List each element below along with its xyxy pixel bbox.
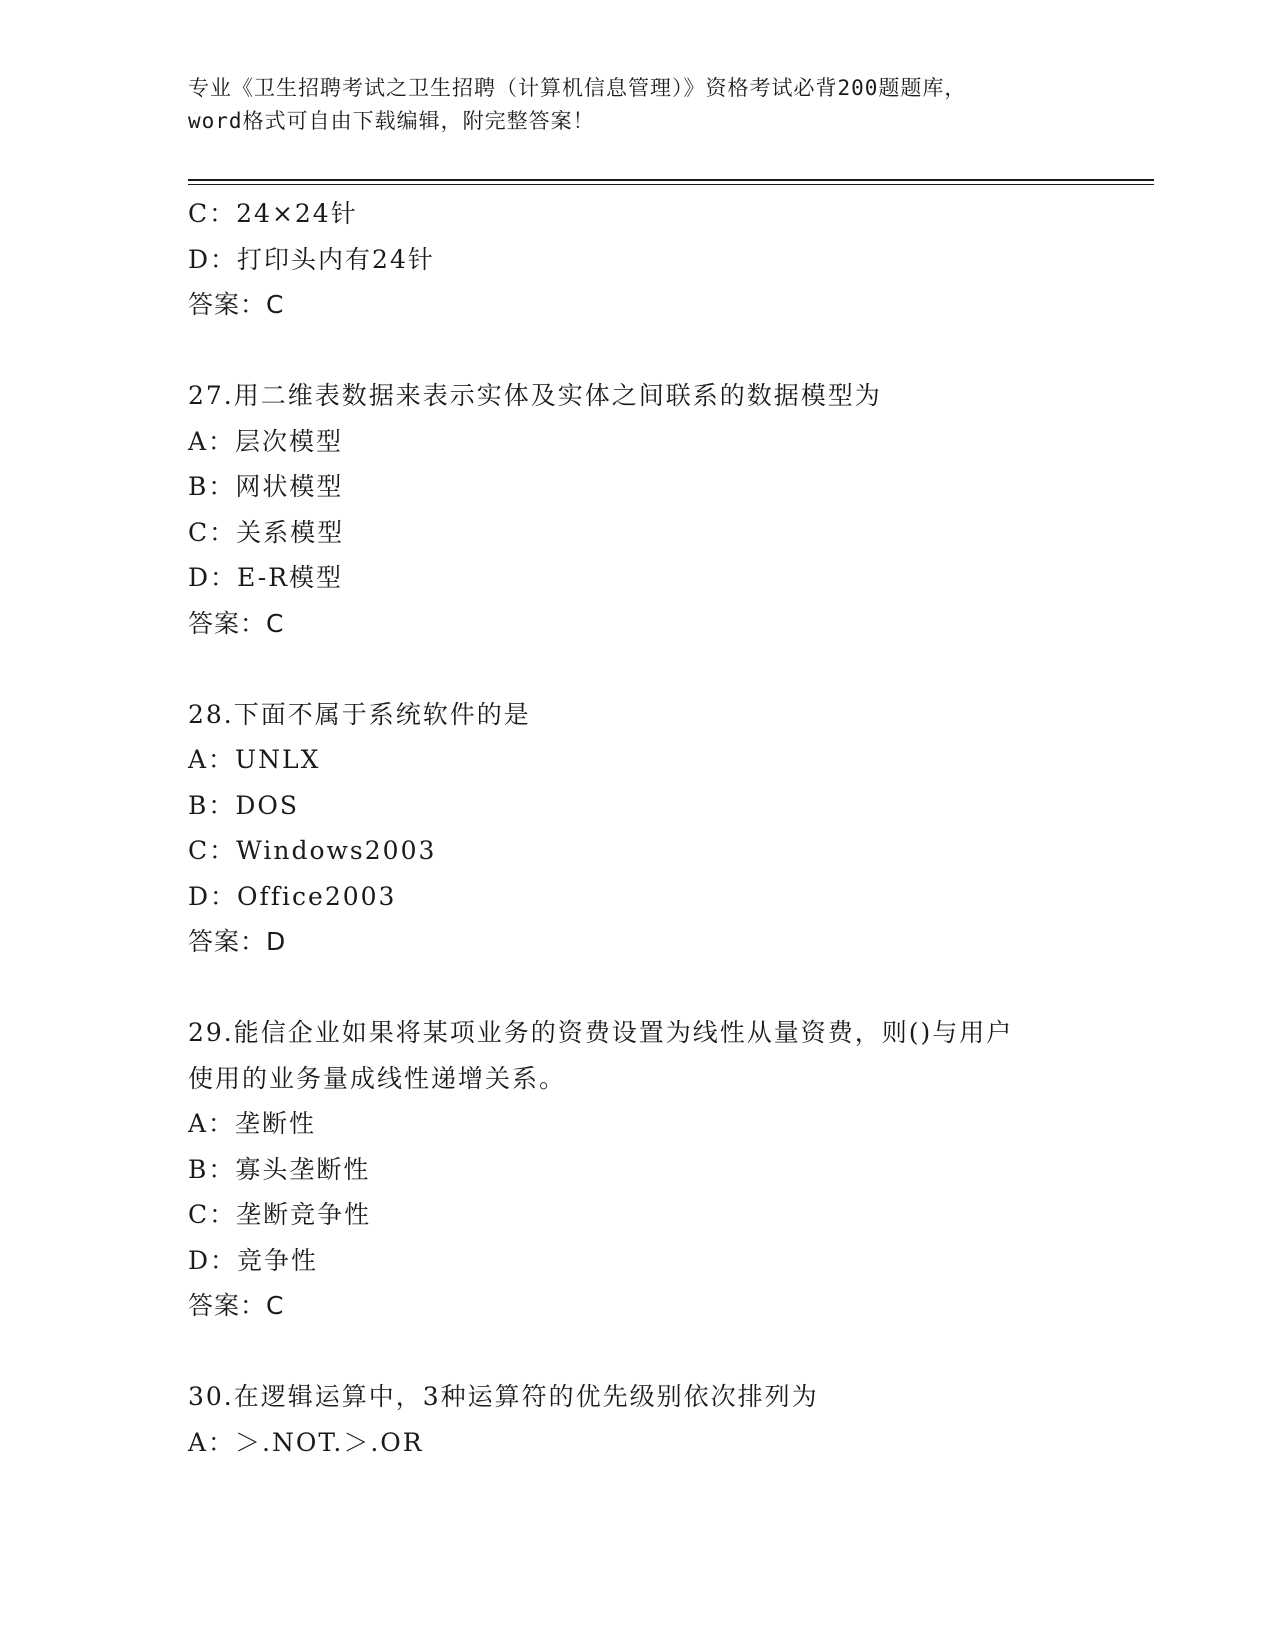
spacer [188,328,1088,374]
question-block-30 [188,1374,1088,1465]
option-c: C：关系模型 [188,517,345,547]
question-list [188,191,1088,1465]
option-b: B：寡头垄断性 [188,1154,371,1184]
spacer [188,646,1088,692]
question-stem-line-2: 使用的业务量成线性递增关系。 [188,1063,567,1093]
question-stem-line-1: 29.能信企业如果将某项业务的资费设置为线性从量资费，则()与用户 [188,1018,1014,1047]
option-d: D：Office2003 [188,881,397,911]
answer-line: 答案：C [188,608,285,638]
question-block-prev [188,191,1088,328]
question-stem: 27.用二维表数据来表示实体及实体之间联系的数据模型为 [188,381,882,410]
option-d: D：E-R模型 [188,563,344,592]
question-stem: 28.下面不属于系统软件的是 [188,699,531,729]
spacer [188,1329,1088,1375]
option-c: C：24×24针 [188,199,358,228]
answer-line: 答案：C [188,290,285,319]
question-stem: 30.在逻辑运算中，3种运算符的优先级别依次排列为 [188,1382,819,1411]
question-block-29 [188,1010,1088,1329]
option-d: D：竞争性 [188,1245,319,1275]
question-block-28 [188,692,1088,965]
option-b: B：DOS [188,790,300,820]
option-d: D：打印头内有24针 [188,244,435,274]
option-a: A：＞.NOT.＞.OR [188,1427,424,1457]
header-line-1: 专业《卫生招聘考试之卫生招聘（计算机信息管理）》资格考试必背200题题库， [188,76,967,100]
header-divider-thin [188,184,1154,185]
spacer [188,965,1088,1011]
document-header [188,72,1088,138]
option-c: C：垄断竞争性 [188,1200,372,1229]
answer-line: 答案：C [188,1291,285,1320]
option-b: B：网状模型 [188,472,344,501]
header-divider-thick [188,179,1154,181]
option-a: A：垄断性 [188,1109,317,1138]
header-line-2: word格式可自由下载编辑，附完整答案！ [188,109,595,133]
question-block-27 [188,373,1088,646]
option-a: A：UNLX [188,745,321,774]
option-a: A：层次模型 [188,426,344,456]
answer-line: 答案：D [188,927,287,956]
option-c: C：Windows2003 [188,836,437,865]
